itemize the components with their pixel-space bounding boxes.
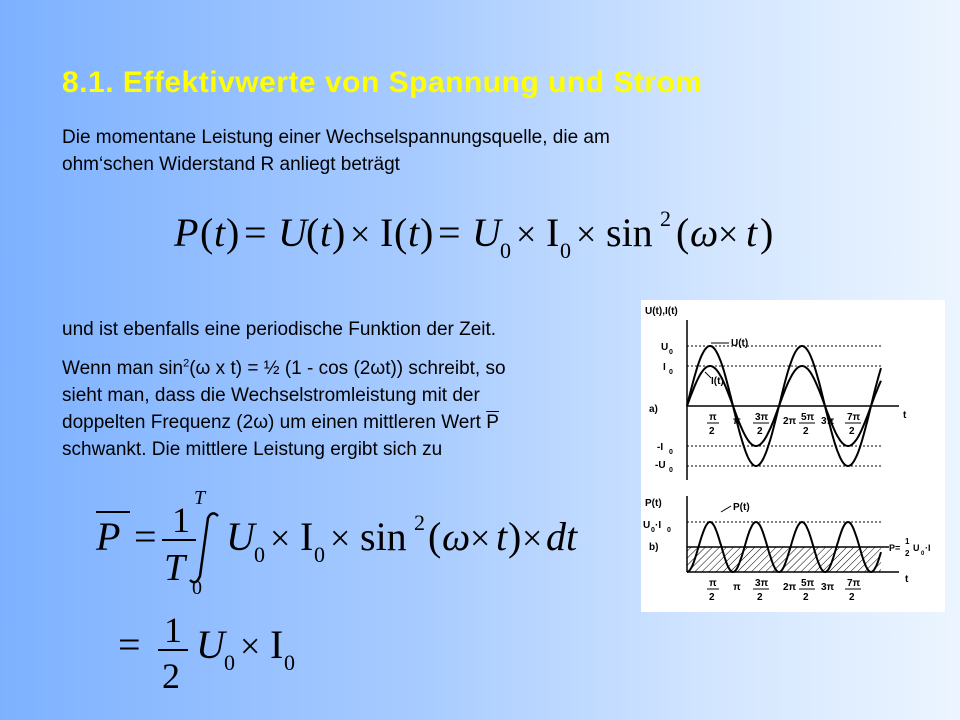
wenn-a: Wenn man sin — [62, 358, 184, 379]
mean-times3: × — [470, 518, 491, 558]
a-tick-u0: U — [661, 342, 669, 353]
a-tick-pi2-den: 2 — [709, 426, 715, 437]
a-tick-u0-sub: 0 — [669, 349, 673, 356]
a-tick-3pi: 3π — [821, 416, 835, 427]
formula-i0-sub: 0 — [560, 238, 571, 263]
a-tick-5pi2-num: 5π — [801, 412, 815, 423]
mean-sin: sin — [360, 514, 407, 559]
formula-lp4: ( — [676, 210, 690, 255]
wenn-sup: 2 — [183, 357, 190, 370]
wenn-line-2: sieht man, dass die Wechselstromleistung mit der — [62, 385, 480, 406]
formula-sin-sup: 2 — [660, 206, 671, 231]
a-panel-letter: a) — [649, 404, 658, 415]
a-u-label: U(t) — [731, 338, 749, 349]
formula-rp: ) — [226, 210, 240, 255]
intro-line-2: ohm‘schen Widerstand R anliegt beträgt — [62, 154, 400, 175]
mean-times4: × — [522, 518, 543, 558]
a-tick-2pi: 2π — [783, 416, 797, 427]
b-mean-half-den: 2 — [905, 549, 910, 558]
intro-line-1: Die momentane Leistung einer Wechselspannungsquelle, die am — [62, 127, 610, 148]
a-xticks — [707, 412, 861, 437]
mean-rp: ) — [508, 514, 522, 559]
mean-times1: × — [270, 518, 291, 558]
result-eq: = — [118, 622, 141, 667]
b-panel-letter: b) — [649, 542, 659, 553]
a-tick-pi: π — [733, 416, 741, 427]
b-tick-5pi2-den: 2 — [803, 592, 809, 603]
a-tick-7pi2-num: 7π — [847, 412, 861, 423]
b-mean-half-num: 1 — [905, 537, 910, 546]
mean-lower: 0 — [192, 577, 202, 599]
a-tick-i0-sub: 0 — [669, 369, 673, 376]
b-tick-u0i0-sub2: 0 — [667, 527, 671, 534]
a-t-label: t — [903, 410, 907, 421]
mean-p: P — [96, 514, 121, 559]
formula-t3: t — [408, 210, 420, 255]
wenn-line-4: schwankt. Die mittlere Leistung ergibt sich zu — [62, 439, 443, 460]
b-xticks — [707, 578, 861, 603]
b-tick-5pi2-num: 5π — [801, 578, 815, 589]
b-mean-tail: U — [913, 543, 920, 553]
b-tick-3pi: 3π — [821, 582, 835, 593]
wenn-text — [62, 355, 632, 463]
a-ylabel: U(t),I(t) — [645, 306, 678, 317]
mean-d: d — [546, 514, 566, 559]
b-tick-pi2-den: 2 — [709, 592, 715, 603]
b-ylabel: P(t) — [645, 498, 662, 509]
result-two: 2 — [162, 656, 180, 696]
formula-rp3: ) — [420, 210, 434, 255]
formula-t4: t — [746, 210, 758, 255]
mean-eq: = — [134, 514, 157, 559]
formula-eq1: = — [244, 210, 267, 255]
wenn-mean-p: $\overline{P}$ — [486, 412, 499, 433]
result-i: I — [270, 622, 284, 667]
formula-sin: sin — [606, 210, 653, 255]
formula-times2: × — [516, 214, 537, 254]
formula-u: U — [278, 210, 307, 255]
waveform-svg — [641, 300, 945, 612]
mean-dt: t — [566, 514, 578, 559]
formula-mean-power — [90, 487, 578, 599]
formula-instantaneous-power — [170, 200, 790, 270]
formula-u0: U — [472, 210, 501, 255]
b-tick-u0i0: U — [643, 520, 651, 531]
formula-mean-result — [114, 604, 314, 696]
b-tick-pi: π — [733, 582, 741, 593]
formula-lp: ( — [200, 210, 214, 255]
b-mean-tail2: ·I — [925, 543, 931, 553]
mean-i: I — [300, 514, 314, 559]
result-one: 1 — [164, 610, 182, 650]
wenn-line-1 — [62, 355, 632, 382]
a-tick-pi2-num: π — [709, 412, 717, 423]
a-tick-5pi2-den: 2 — [803, 426, 809, 437]
formula-t2: t — [320, 210, 332, 255]
formula-i: I — [380, 210, 394, 255]
a-tick-7pi2-den: 2 — [849, 426, 855, 437]
b-tick-pi2-num: π — [709, 578, 717, 589]
mean-T: T — [164, 547, 186, 589]
mean-sin-sup: 2 — [414, 510, 425, 535]
a-tick-neg-u0-sub: 0 — [669, 467, 673, 474]
result-u-sub: 0 — [224, 650, 235, 675]
b-tick-3pi2-den: 2 — [757, 592, 763, 603]
result-times: × — [240, 626, 261, 666]
formula-times4: × — [718, 214, 739, 254]
formula-lp3: ( — [394, 210, 408, 255]
mean-upper: T — [194, 487, 206, 509]
wenn-line-3-text: doppelten Frequenz (2ω) um einen mittleren Wert — [62, 412, 481, 433]
b-tick-7pi2-num: 7π — [847, 578, 861, 589]
mean-t: t — [496, 514, 508, 559]
b-p-label: P(t) — [733, 502, 750, 513]
wenn-line-3 — [62, 409, 632, 436]
b-tick-2pi: 2π — [783, 582, 797, 593]
a-tick-neg-i0: -I — [657, 442, 664, 453]
mean-times2: × — [330, 518, 351, 558]
waveform-figure — [641, 300, 945, 612]
periodic-text: und ist ebenfalls eine periodische Funktion der Zeit. — [62, 319, 497, 340]
a-tick-3pi2-den: 2 — [757, 426, 763, 437]
b-tick-dot: ·I — [655, 520, 662, 531]
formula-p: P — [174, 210, 199, 255]
slide-title: 8.1. Effektivwerte von Spannung und Strom — [62, 66, 703, 99]
formula-times1: × — [350, 214, 371, 254]
integral-sign — [190, 513, 218, 582]
formula-eq2: = — [438, 210, 461, 255]
result-i-sub: 0 — [284, 650, 295, 675]
mean-u: U — [226, 514, 255, 559]
mean-i-sub: 0 — [314, 542, 325, 567]
intro-text — [62, 124, 822, 178]
b-tick-3pi2-num: 3π — [755, 578, 769, 589]
a-i-label: I(t) — [711, 376, 724, 387]
formula-times3: × — [576, 214, 597, 254]
b-t-label: t — [905, 574, 909, 585]
b-mean-tail-sub: 0 — [921, 551, 925, 557]
a-tick-3pi2-num: 3π — [755, 412, 769, 423]
result-u: U — [196, 622, 225, 667]
formula-u0-sub: 0 — [500, 238, 511, 263]
formula-lp2: ( — [306, 210, 320, 255]
formula-rp4: ) — [760, 210, 774, 255]
b-tick-u0i0-sub: 0 — [651, 527, 655, 534]
mean-u-sub: 0 — [254, 542, 265, 567]
a-tick-i0: I — [663, 362, 666, 373]
wenn-b: (ω x t) = ½ (1 - cos (2ωt)) schreibt, so — [189, 358, 506, 379]
b-tick-7pi2-den: 2 — [849, 592, 855, 603]
a-tick-neg-u0: -U — [655, 460, 666, 471]
formula-i0: I — [546, 210, 560, 255]
mean-omega: ω — [442, 514, 471, 559]
a-tick-neg-i0-sub: 0 — [669, 449, 673, 456]
mean-lp: ( — [428, 514, 442, 559]
mean-one: 1 — [172, 500, 190, 540]
formula-t: t — [214, 210, 226, 255]
b-mean-label: P= — [889, 543, 901, 553]
formula-rp2: ) — [332, 210, 346, 255]
formula-omega: ω — [690, 210, 719, 255]
